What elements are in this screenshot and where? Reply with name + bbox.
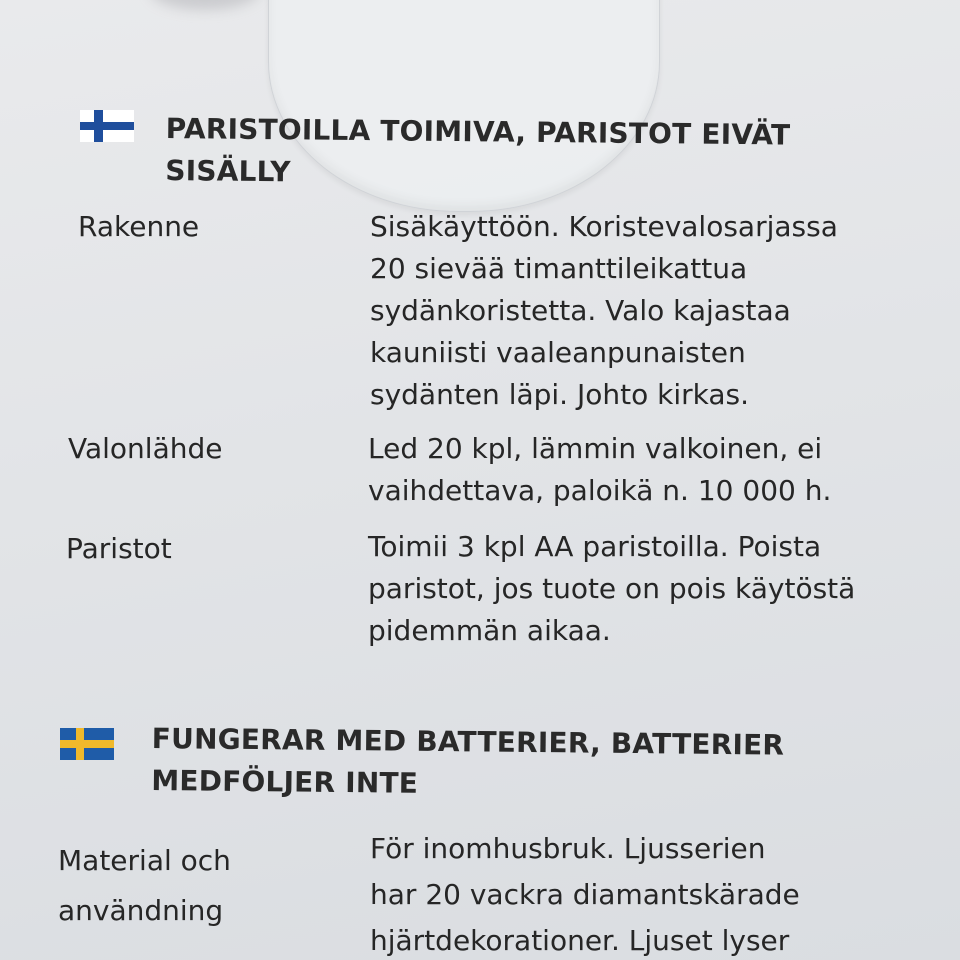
- spec-value-paristot: Toimii 3 kpl AA paristoilla. Poista paristot, jos tuote on pois käytöstä pidemmän aikaa.: [368, 530, 856, 647]
- finland-flag-graphic: [80, 110, 134, 142]
- finland-flag-icon: [80, 110, 134, 142]
- finnish-heading: PARISTOILLA TOIMIVA, PARISTOT EIVÄT SISÄLLY: [165, 111, 791, 189]
- top-shadow: [150, 0, 260, 10]
- spec-label-rakenne: Rakenne: [78, 210, 200, 243]
- sweden-flag-graphic: [60, 728, 114, 760]
- spec-value-rakenne: Sisäkäyttöön. Koristevalosarjassa 20 sievää timanttileikattua sydänkoristetta. Valo kajastaa kauniisti vaaleanpunaisten sydänten läpi. Johto kirkas.: [370, 210, 838, 411]
- spec-label-valonlahde: Valonlähde: [68, 432, 223, 465]
- sweden-flag-icon: [60, 728, 114, 760]
- swedish-heading: FUNGERAR MED BATTERIER, BATTERIER MEDFÖLJER INTE: [151, 721, 785, 800]
- spec-value-material-och-anvandning: För inomhusbruk. Ljusserien har 20 vackra diamantskärade hjärtdekorationer. Ljuset lyser: [370, 832, 800, 957]
- spec-label-paristot: Paristot: [66, 532, 172, 565]
- spec-label-material-och-anvandning: Material och användning: [58, 844, 231, 927]
- spec-value-valonlahde: Led 20 kpl, lämmin valkoinen, ei vaihdettava, paloikä n. 10 000 h.: [368, 432, 832, 507]
